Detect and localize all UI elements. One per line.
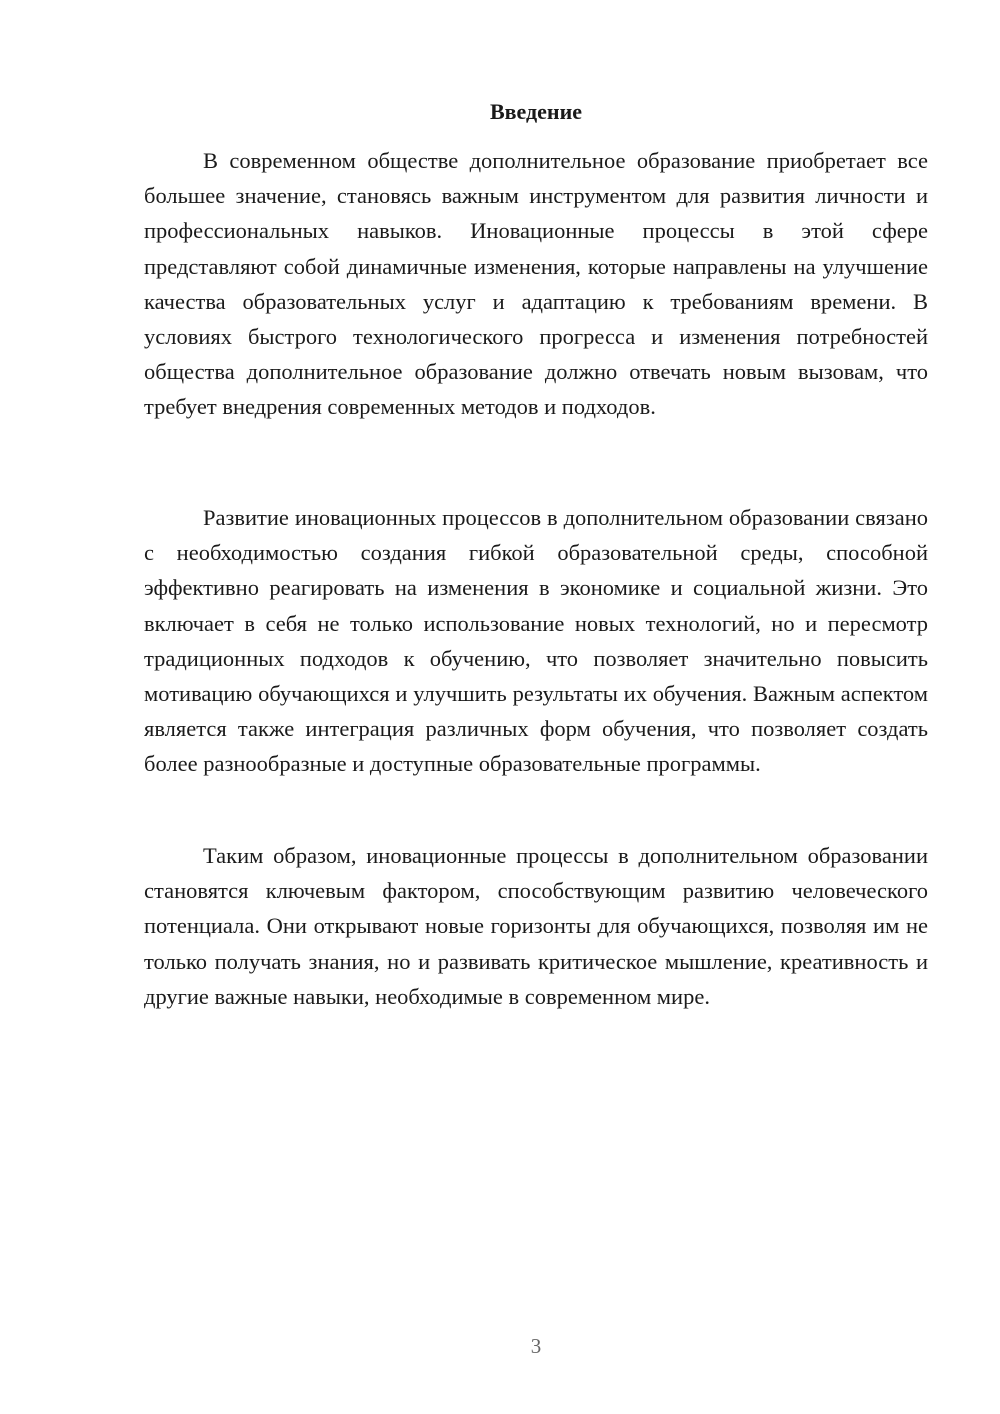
page-number: 3 — [530, 1334, 542, 1358]
paragraph-1: В современном обществе дополнительное образование приобретает все большее значение, становясь важным инструментом для развития личности и профессиональных навыков. Иновационные процессы в этой сфере представляют собой динамичные изменения, которые направлены на улучшение качества образовательных услуг и адаптацию к требованиям времени. В условиях быстрого технологического прогресса и изменения потребностей общества дополнительное образование должно отвечать новым вызовам, что требует внедрения современных методов и подходов. — [144, 148, 928, 420]
section-title: Введение — [489, 99, 583, 124]
paragraph-2: Развитие иновационных процессов в дополнительном образовании связано с необходимостью создания гибкой образовательной среды, способной эффективно реагировать на изменения в экономике и социальной жизни. Это включает в себя не только использование новых технологий, но и пересмотр традиционных подходов к обучению, что позволяет значительно повысить мотивацию обучающихся и улучшить результаты их обучения. Важным аспектом является также интеграция различных форм обучения, что позволяет создать более разнообразные и доступные образовательные программы. — [144, 505, 928, 777]
paragraph-3: Таким образом, иновационные процессы в дополнительном образовании становятся ключевым фактором, способствующим развитию человеческого потенциала. Они открывают новые горизонты для обучающихся, позволяя им не только получать знания, но и развивать критическое мышление, креативность и другие важные навыки, необходимые в современном мире. — [144, 843, 928, 1009]
